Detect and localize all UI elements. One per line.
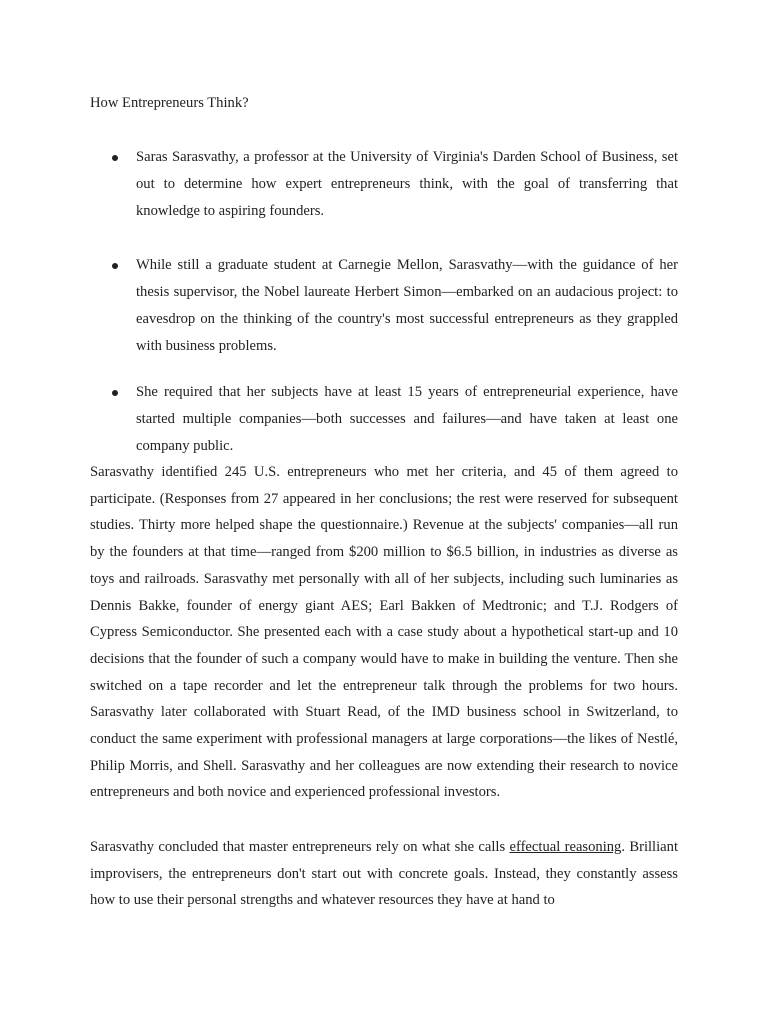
bullet-text: Saras Sarasvathy, a professor at the University of Virginia's Darden School of Business, set out to determine how expert entrepreneurs think, with the goal of transferring that knowledge to aspiring founders. xyxy=(136,149,678,219)
bullet-text: She required that her subjects have at least 15 years of entrepreneurial experience, have started multiple companies—both successes and failures—and have taken at least one company public. xyxy=(136,384,678,454)
document-title: How Entrepreneurs Think? xyxy=(90,95,249,111)
body-paragraph: Sarasvathy identified 245 U.S. entrepreneurs who met her criteria, and 45 of them agreed to participate. (Responses from 27 appeared in her conclusions; the rest were reserved for subsequent studies. Thirty more helped shape the questionnaire.) Revenue at the subjects' companies—all run by the founders at that time—ranged from $200 million to $6.5 billion, in industries as diverse as toys and railroads. Sarasvathy met personally with all of her subjects, including such luminaries as Dennis Bakke, founder of energy giant AES; Earl Bakken of Medtronic; and T.J. Rodgers of Cypress Semiconductor. She presented each with a case study about a hypothetical start-up and 10 decisions that the founder of such a company would have to make in building the venture. Then she switched on a tape recorder and let the entrepreneur talk through the problems for two hours. Sarasvathy later collaborated with Stuart Read, of the IMD business school in Switzerland, to conduct the same experiment with professional managers at large corporations—the likes of Nestlé, Philip Morris, and Shell. Sarasvathy and her colleagues are now extending their research to novice entrepreneurs and both novice and experienced professional investors. xyxy=(90,464,678,801)
paragraph-text: Sarasvathy concluded that master entrepreneurs rely on what she calls xyxy=(90,839,510,855)
bullet-item xyxy=(90,144,678,225)
bullet-text: While still a graduate student at Carnegie Mellon, Sarasvathy—with the guidance of her thesis supervisor, the Nobel laureate Herbert Simon—embarked on an audacious project: to eavesdrop on the thinking of the country's most successful entrepreneurs as they grappled with business problems. xyxy=(136,257,678,354)
bullet-list xyxy=(90,144,678,225)
bullet-dot-icon xyxy=(112,390,118,396)
bullet-dot-icon xyxy=(112,155,118,161)
effectual-reasoning-link[interactable]: effectual reasoning xyxy=(509,839,622,855)
bullet-dot-icon xyxy=(112,263,118,269)
body-paragraph xyxy=(90,834,678,914)
bullet-list xyxy=(90,252,678,360)
bullet-list xyxy=(90,379,678,460)
bullet-item xyxy=(90,379,678,460)
bullet-item xyxy=(90,252,678,360)
paragraph-text: . Brilliant improvisers, the entrepreneurs don't start out with concrete goals. Instead, they constantly assess how to use their personal strengths and whatever resources they have at hand to xyxy=(90,839,678,909)
